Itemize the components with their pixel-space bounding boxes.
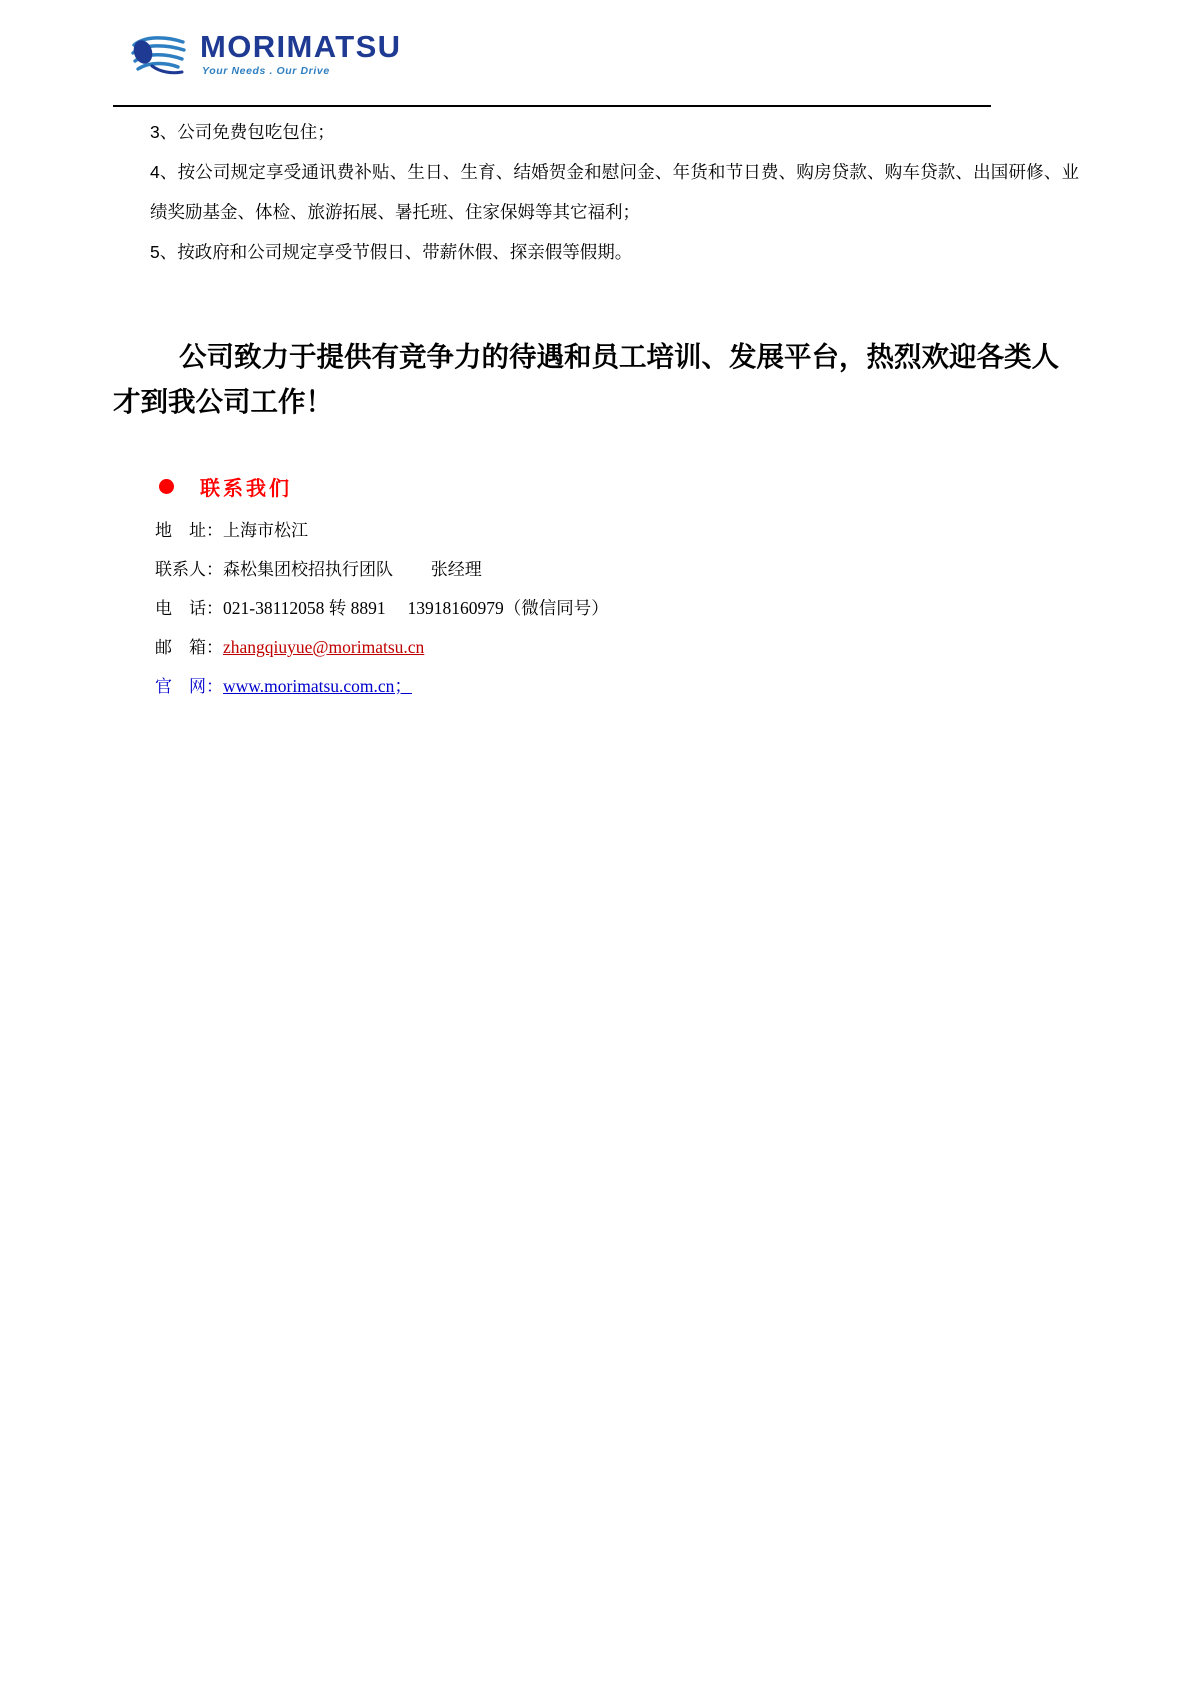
contact-phone-label: 电 话：	[155, 599, 223, 618]
contact-address-label: 地 址：	[155, 521, 223, 540]
contact-email-label: 邮 箱：	[155, 638, 223, 657]
contact-person-line	[155, 550, 1079, 589]
contact-heading-text: 联系我们	[200, 478, 292, 500]
contact-address-line	[155, 511, 1079, 550]
document-body	[113, 112, 1079, 706]
contact-website-line	[155, 667, 1079, 706]
logo-company-name: MORIMATSU	[200, 29, 402, 65]
contact-email-value[interactable]: zhangqiuyue@morimatsu.cn	[223, 637, 425, 657]
contact-person-label: 联系人：	[155, 560, 223, 579]
header-divider	[113, 105, 991, 107]
contact-person-value: 森松集团校招执行团队 张经理	[223, 560, 482, 579]
benefit-item: 3、公司免费包吃包住；	[150, 122, 335, 142]
document-header	[0, 0, 1191, 110]
morimatsu-wave-logo-icon	[128, 28, 190, 80]
company-slogan: 公司致力于提供有竞争力的待遇和员工培训、发展平台，热烈欢迎各类人才到我公司工作！	[113, 341, 1059, 417]
contact-website-value[interactable]: www.morimatsu.com.cn；	[223, 676, 412, 696]
contact-address-value: 上海市松江	[223, 521, 308, 540]
contact-phone-value: 021-38112058 转 8891 13918160979（微信同号）	[223, 598, 609, 618]
contact-website-label: 官 网：	[155, 677, 223, 696]
contact-email-line	[155, 628, 1079, 667]
contact-section-heading	[113, 472, 1079, 501]
benefit-item: 4、按公司规定享受通讯费补贴、生日、生育、结婚贺金和慰问金、年货和节日费、购房贷款、购车贷款、出国研修、业绩奖励基金、体检、旅游拓展、暑托班、住家保姆等其它福利；	[150, 162, 1079, 222]
contact-phone-line	[155, 589, 1079, 628]
logo-tagline: Your Needs . Our Drive	[202, 65, 330, 78]
benefit-item: 5、按政府和公司规定享受节假日、带薪休假、探亲假等假期。	[150, 242, 633, 262]
contact-details	[113, 511, 1079, 706]
logo-wordmark	[200, 31, 401, 77]
bullet-dot-icon	[159, 479, 174, 494]
company-logo	[128, 28, 401, 80]
